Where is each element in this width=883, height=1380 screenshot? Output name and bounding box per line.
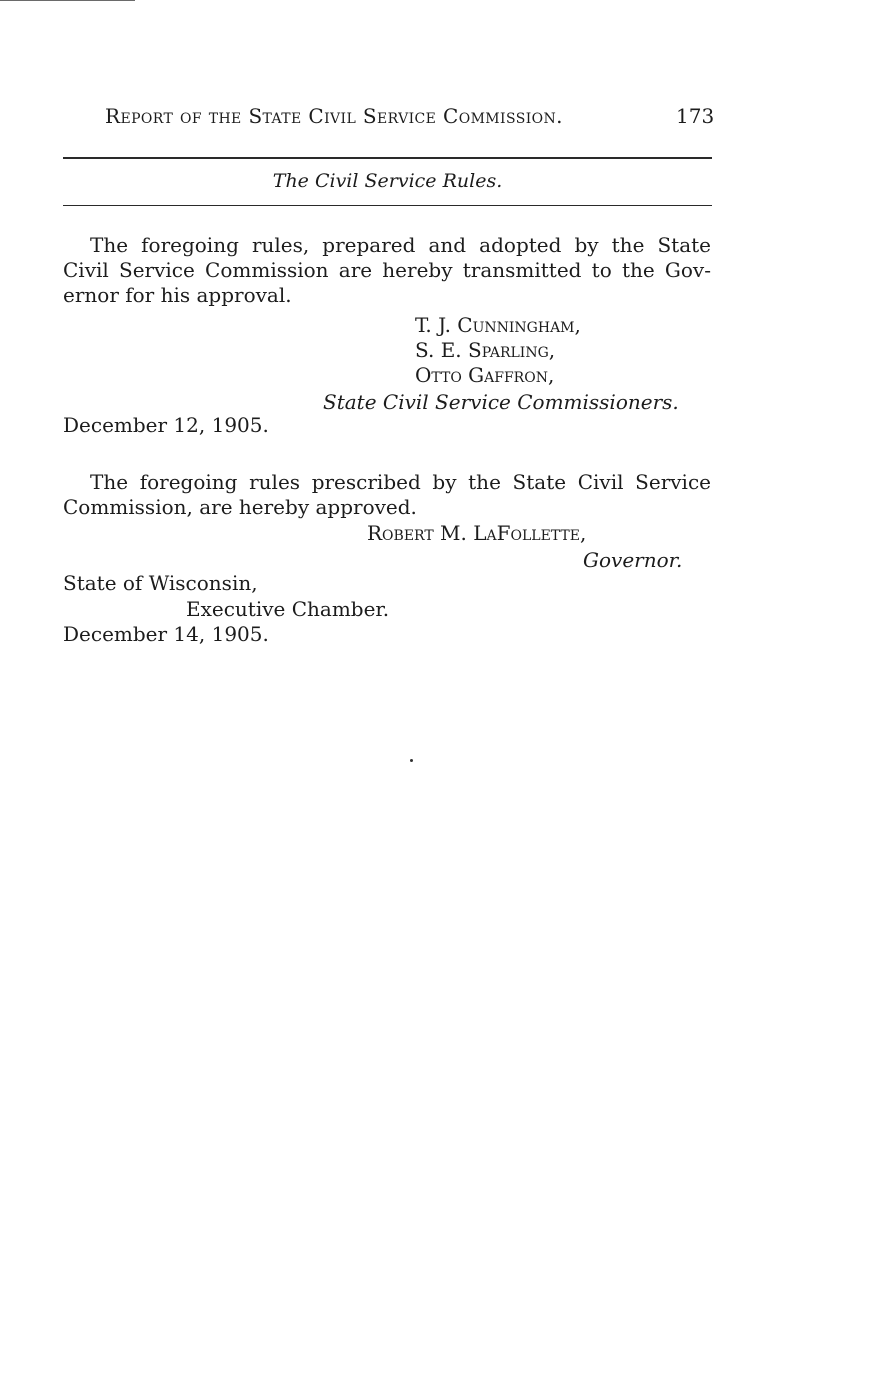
commissioner-signature: T. J. Cunningham, — [415, 313, 581, 337]
paragraph-line: Commission, are hereby approved. — [63, 495, 417, 519]
approval-date: December 14, 1905. — [63, 622, 269, 646]
place-line: State of Wisconsin, — [63, 571, 258, 595]
paragraph-line: The foregoing rules, prepared and adopted by the State — [90, 233, 711, 257]
page-number: 173 — [676, 104, 715, 128]
governor-signature: Robert M. LaFollette, — [367, 521, 587, 545]
corner-scan-line — [0, 0, 135, 1]
header-rule-top — [63, 157, 712, 159]
commissioner-signature: Otto Gaffron, — [415, 363, 555, 387]
paragraph-line: The foregoing rules prescribed by the State Civil Service — [90, 470, 711, 494]
paragraph-line: Civil Service Commission are hereby transmitted to the Gov- — [63, 258, 711, 282]
commissioner-signature: S. E. Sparling, — [415, 338, 556, 362]
transmittal-date: December 12, 1905. — [63, 413, 269, 437]
running-head: Report of the State Civil Service Commission. — [105, 104, 563, 128]
transmittal-paragraph — [63, 233, 711, 308]
paragraph-line: ernor for his approval. — [63, 283, 292, 307]
scan-speck — [410, 759, 413, 762]
header-rule-bottom — [63, 205, 712, 206]
governor-title: Governor. — [583, 548, 683, 572]
place-line: Executive Chamber. — [186, 597, 390, 621]
section-title: The Civil Service Rules. — [272, 170, 503, 192]
approval-paragraph — [63, 470, 711, 520]
commissioners-title: State Civil Service Commissioners. — [323, 390, 679, 414]
